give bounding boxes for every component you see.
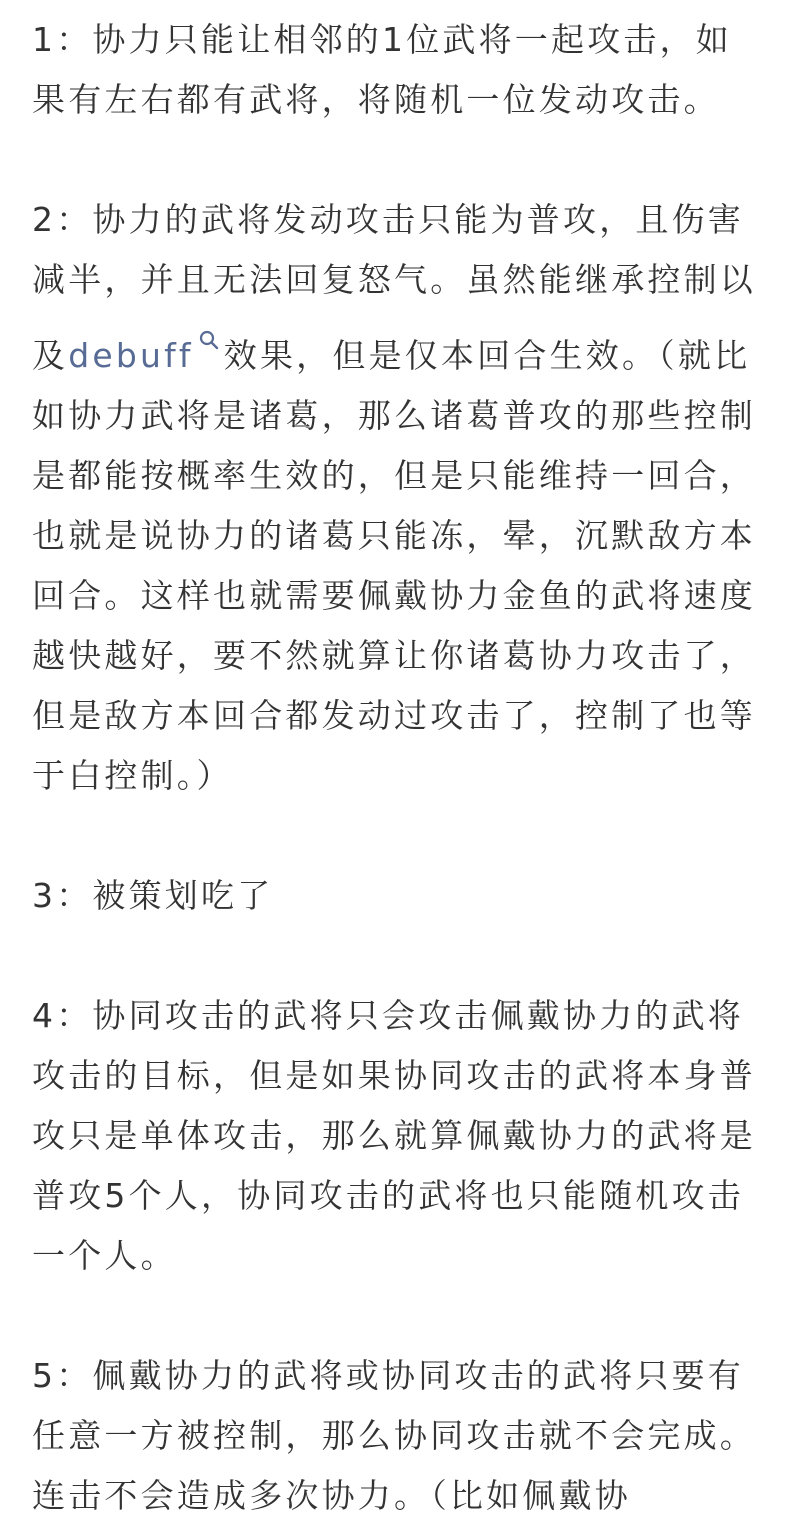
debuff-keyword-link[interactable]: debuff xyxy=(68,336,194,375)
paragraph-2-text-before: 2：协力的武将发动攻击只能为普攻，且伤害减半，并且无法回复怒气。虽然能继承控制以及 xyxy=(32,200,756,375)
paragraph-3: 3：被策划吃了 xyxy=(32,876,274,915)
paragraph-4: 4：协同攻击的武将只会攻击佩戴协力的武将攻击的目标，但是如果协同攻击的武将本身普攻只是单体攻击，那么就算佩戴协力的武将是普攻5个人，协同攻击的武将也只能随机攻击一个人。 xyxy=(32,996,756,1275)
paragraph-2 xyxy=(32,190,768,806)
search-icon[interactable] xyxy=(198,310,220,332)
paragraph-2-text-after: 效果，但是仅本回合生效。（就比如协力武将是诸葛，那么诸葛普攻的那些控制是都能按概率生效的，但是只能维持一回合，也就是说协力的诸葛只能冻，晕，沉默敌方本回合。这样也就需要佩戴协力金鱼的武将速度越快越好，要不然就算让你诸葛协力攻击了，但是敌方本回合都发动过攻击了，控制了也等于白控制。） xyxy=(32,336,756,795)
paragraph-1: 1：协力只能让相邻的1位武将一起攻击，如果有左右都有武将，将随机一位发动攻击。 xyxy=(32,20,732,119)
paragraph-5: 5：佩戴协力的武将或协同攻击的武将只要有任意一方被控制，那么协同攻击就不会完成。连击不会造成多次协力。（比如佩戴协 xyxy=(32,1356,756,1515)
